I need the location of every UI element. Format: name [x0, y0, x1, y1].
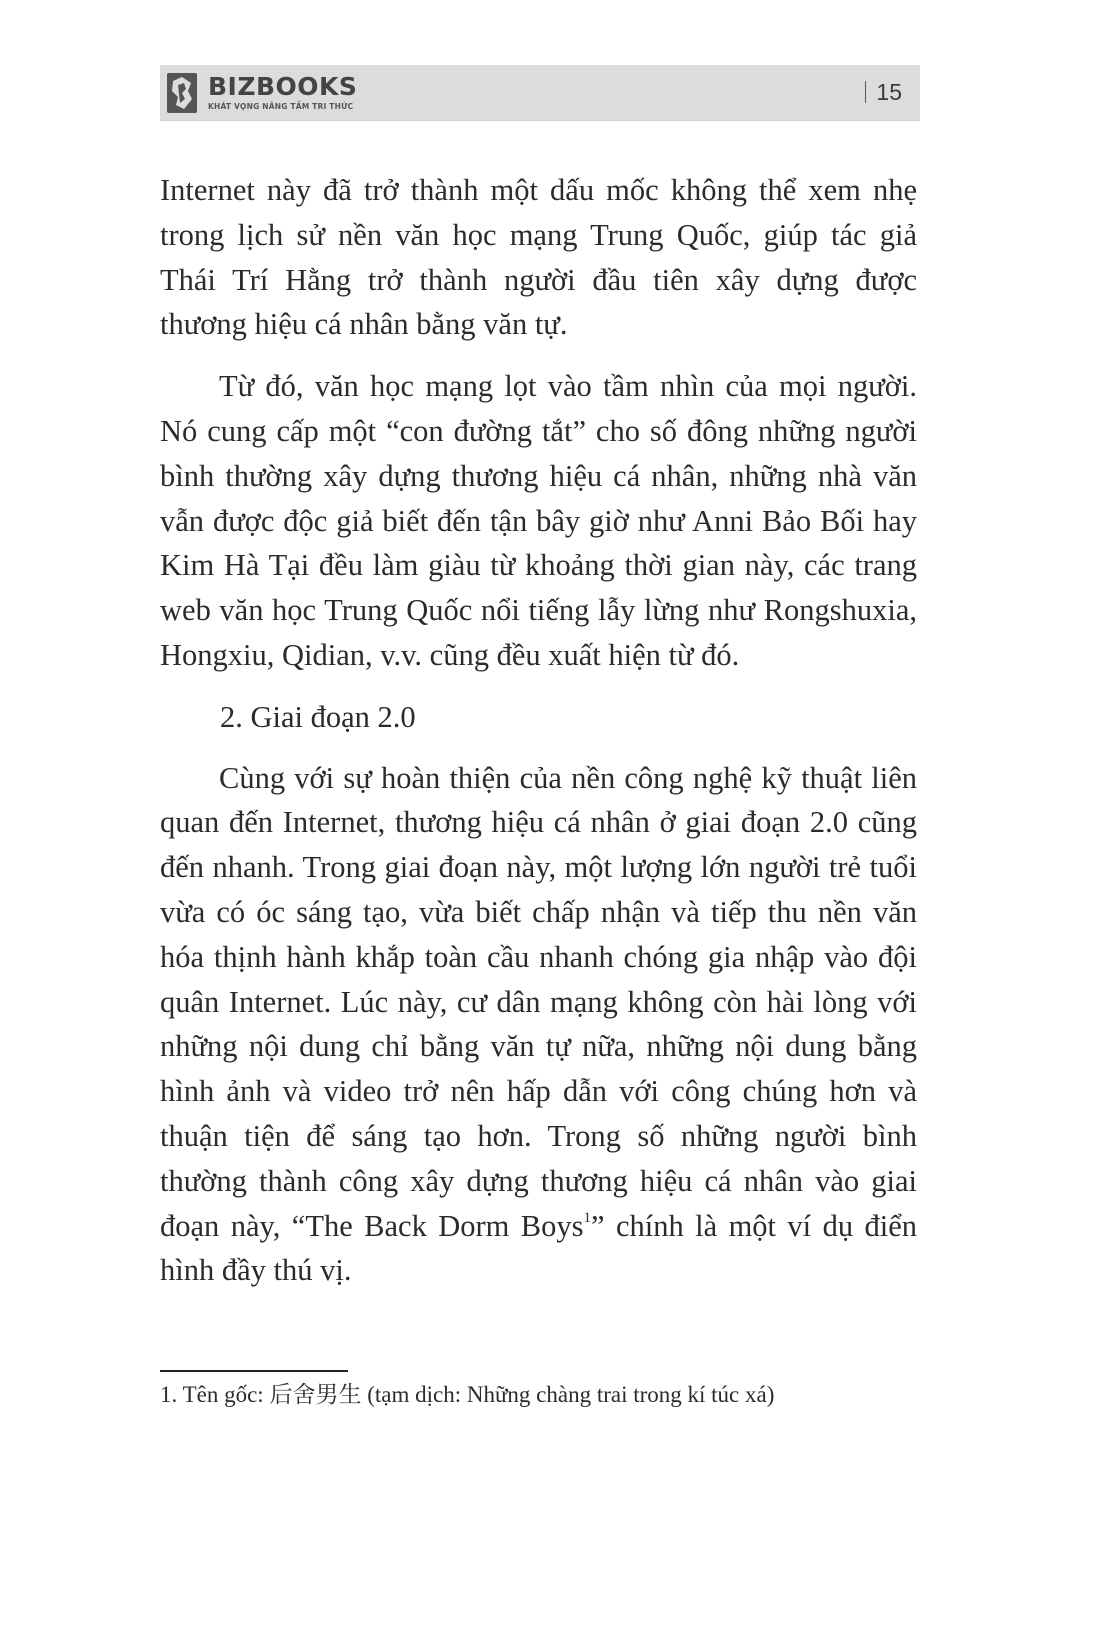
paragraph-2: Từ đó, văn học mạng lọt vào tầm nhìn của mọi người. Nó cung cấp một “con đường tắt” cho số đông những người bình thường xây dựng thương hiệu cá nhân, những nhà văn vẫn được độc giả biết đến tận bây giờ như Anni Bảo Bối hay Kim Hà Tại đều làm giàu từ khoảng thời gian này, các trang web văn học Trung Quốc nổi tiếng lẫy lừng như Rongshuxia, Hongxiu, Qidian, v.v. cũng đều xuất hiện từ đó.: [160, 369, 917, 672]
page-number-divider: [865, 81, 867, 103]
body-text: [160, 168, 917, 1293]
page-header: [160, 65, 920, 121]
section-heading: 2. Giai đoạn 2.0: [220, 699, 416, 734]
logo-title: BIZBOOKS: [208, 72, 358, 101]
page-number-value: 15: [876, 79, 902, 105]
footnote-divider: [160, 1370, 348, 1372]
bizbooks-logo-icon: [166, 71, 200, 115]
publisher-logo: [166, 71, 366, 115]
paragraph-3-end: ” chính là một ví dụ điển hình đầy thú vị.: [160, 1208, 917, 1288]
paragraph-3: [160, 756, 917, 1294]
paragraph-1: Internet này đã trở thành một dấu mốc không thể xem nhẹ trong lịch sử nền văn học mạng Trung Quốc, giúp tác giả Thái Trí Hằng trở thành người đầu tiên xây dựng được thương hiệu cá nhân bằng văn tự.: [160, 173, 917, 342]
footnote: 1. Tên gốc: 后舍男生 (tạm dịch: Những chàng trai trong kí túc xá): [160, 1382, 775, 1407]
page-number: [865, 77, 902, 107]
paragraph-3-text: Cùng với sự hoàn thiện của nền công nghệ kỹ thuật liên quan đến Internet, thương hiệu cá nhân ở giai đoạn 2.0 cũng đến nhanh. Trong giai đoạn này, một lượng lớn người trẻ tuổi vừa có óc sáng tạo, vừa biết chấp nhận và tiếp thu nền văn hóa thịnh hành khắp toàn cầu nhanh chóng gia nhập vào đội quân Internet. Lúc này, cư dân mạng không còn hài lòng với những nội dung chỉ bằng văn tự nữa, những nội dung bằng hình ảnh và video trở nên hấp dẫn với công chúng hơn và thuận tiện để sáng tạo hơn. Trong số những người bình thường thành công xây dựng thương hiệu cá nhân vào giai đoạn này, “The Back Dorm Boys: [160, 760, 917, 1243]
footnote-reference[interactable]: 1: [583, 1209, 592, 1226]
logo-subtitle: KHÁT VỌNG NÂNG TẦM TRI THỨC: [208, 102, 354, 111]
